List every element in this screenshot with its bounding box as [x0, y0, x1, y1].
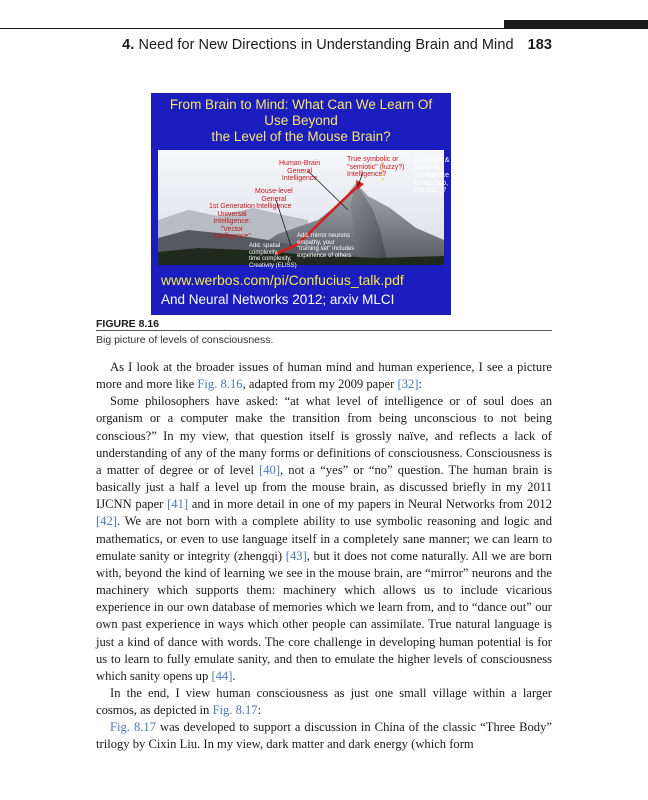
figure-title-line1: From Brain to Mind: What Can We Learn Of — [169, 97, 433, 112]
figure-caption: Big picture of levels of consciousness. — [96, 334, 274, 346]
figure-reference: And Neural Networks 2012; arxiv MLCI — [161, 292, 395, 307]
header-rule — [0, 0, 648, 28]
figure-url: www.werbos.com/pi/Confucius_talk.pdf — [161, 272, 404, 288]
citation-link[interactable]: [40] — [259, 462, 281, 477]
paragraph-3: In the end, I view human consciousness as just one small village within a larger cosmos, as depicted in Fig. 8.17: — [96, 685, 552, 718]
citation-link[interactable]: [32] — [397, 377, 419, 392]
figure-link[interactable]: Fig. 8.17 — [212, 703, 258, 718]
citation-link[interactable]: [43] — [285, 548, 307, 563]
figure-title — [151, 97, 451, 145]
page-number: 183 — [527, 37, 552, 53]
body-text — [96, 359, 552, 754]
citation-link[interactable]: [44] — [211, 668, 233, 683]
figure-title-line3: the Level of the Mouse Brain? — [211, 129, 391, 144]
chapter-title: Need for New Directions in Understanding Brain and Mind — [138, 37, 514, 53]
chapter-number: 4. — [122, 37, 135, 53]
paragraph-2: Some philosophers have asked: “at what level of intelligence or of soul does an organism or a computer make the transition from being unconscious to not being conscious?” In my view, that question itself is grossly naïve, and reflects a lack of understanding of any of the many forms or definitions of consciousness. Consciousness is a matter of degree or of level [40], not a “yes” or “no” question. The human brain is basically just a half a level up from the mouse brain, as discussed briefly in my 2011 IJCNN paper [41] and in more detail in one of my papers in Neural Networks from 2012 [42]. We are not born with a complete ability to use symbolic reasoning and logic and mathematics, or even to use language itself in a completely sane manner; we can learn to emulate sanity or integrity (zhengqi) [43], but it does not come naturally. All we are born with, beyond the kind of learning we see in the mouse brain, are “mirror” neurons and the machinery which supports them: machinery which allows us to include vicarious experience in our own database of memories which we learn from, and to “dance out” our own past experience in ways which other people can assimilate. True natural language is just a kind of dance with words. The core challenge in developing human potential is for us to learn to fully emulate sanity, and then to emulate the higher levels of consciousness which sanity opens up [44]. — [96, 394, 552, 683]
label-add-spatial: Add. spatial complexity, time complexity, Creativity (ELISS) — [249, 243, 297, 269]
label-mouse-level: Mouse-level General Intelligence — [255, 188, 293, 210]
header-rule-thin — [0, 28, 648, 29]
paragraph-1: As I look at the broader issues of human mind and human experience, I see a picture more and more like Fig. 8.16, adapted from my 2009 paper [32]: — [96, 360, 552, 392]
label-first-generation: 1st Generation Universal Intelligence: "Vector Intelligence" — [209, 203, 255, 240]
paragraph-4: Fig. 8.17 was developed to support a discussion in China of the classic “Three Body” trilogy by Cixin Liu. In my view, dark matter and dark energy (which form — [96, 720, 552, 752]
caption-rule — [96, 330, 552, 331]
label-add-mirror: Add. mirror neurons empathy, your "training set" includes experience of others — [297, 233, 355, 259]
label-human-brain: Human-Brain General Intelligence — [279, 160, 321, 182]
figure-title-line2: Use Beyond — [264, 113, 338, 128]
citation-link[interactable]: [42] — [96, 514, 117, 529]
figure-number: FIGURE 8.16 — [96, 318, 160, 330]
figure-link[interactable]: Fig. 8.16 — [197, 377, 243, 392]
label-true-symbolic: True symbolic or "semiotic" (fuzzy?) Intelligence? — [347, 156, 405, 178]
citation-link[interactable]: [41] — [167, 497, 189, 512]
running-head — [122, 37, 552, 53]
label-quantum: Quantum & Collective intelligence (Jung,Dao, Atman...)? — [414, 157, 450, 194]
figure-link[interactable]: Fig. 8.17 — [110, 720, 156, 735]
figure-image — [151, 93, 451, 315]
